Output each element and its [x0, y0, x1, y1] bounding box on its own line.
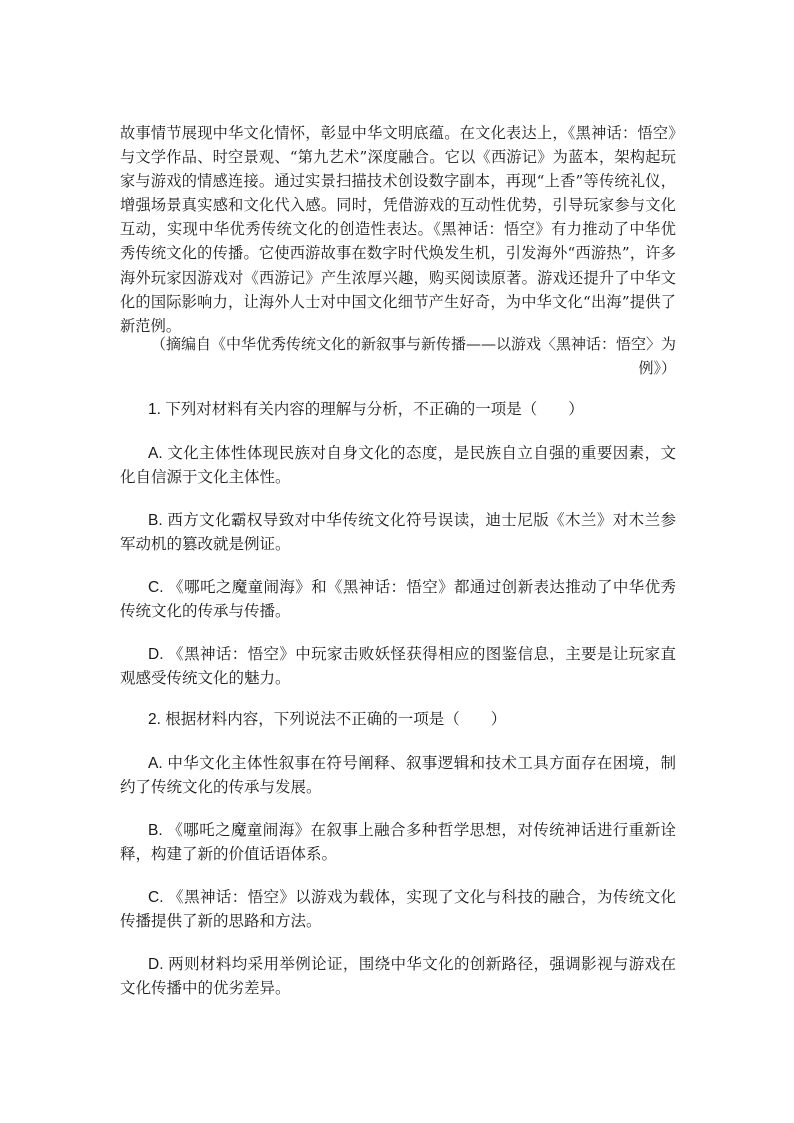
question-1-option-b — [120, 509, 676, 557]
question-2-option-d — [120, 953, 676, 1001]
option-text: C. 《黑神话：悟空》以游戏为载体，实现了文化与科技的融合，为传统文化传播提供了新的思路和方法。 — [120, 889, 676, 930]
question-1-option-c — [120, 576, 676, 624]
source-citation: （摘编自《中华优秀传统文化的新叙事与新传播——以游戏〈黑神话：悟空〉为例》） — [150, 335, 676, 377]
question-1-option-a — [120, 442, 676, 490]
option-text: B. 《哪吒之魔童闹海》在叙事上融合多种哲学思想，对传统神话进行重新诠释，构建了新的价值话语体系。 — [120, 822, 676, 863]
question-1-stem-block — [120, 398, 676, 422]
option-text: A. 中华文化主体性叙事在符号阐释、叙事逻辑和技术工具方面存在困境，制约了传统文化的传承与发展。 — [120, 755, 676, 796]
question-2-option-b — [120, 819, 676, 867]
question-2-stem-block — [120, 708, 676, 732]
option-text: B. 西方文化霸权导致对中华传统文化符号误读，迪士尼版《木兰》对木兰参军动机的篡改就是例证。 — [120, 512, 676, 553]
option-text: D. 两则材料均采用举例论证，围绕中华文化的创新路径，强调影视与游戏在文化传播中的优劣差异。 — [120, 956, 676, 997]
question-2-stem: 2. 根据材料内容，下列说法不正确的一项是（ ） — [148, 711, 507, 728]
question-2-option-a — [120, 752, 676, 800]
question-1-stem: 1. 下列对材料有关内容的理解与分析，不正确的一项是（ ） — [148, 401, 584, 418]
option-text: C. 《哪吒之魔童闹海》和《黑神话：悟空》都通过创新表达推动了中华优秀传统文化的传承与传播。 — [120, 579, 676, 620]
option-text: D. 《黑神话：悟空》中玩家击败妖怪获得相应的图鉴信息，主要是让玩家直观感受传统文化的魅力。 — [120, 646, 676, 687]
question-2-option-c — [120, 886, 676, 934]
option-text: A. 文化主体性体现民族对自身文化的态度，是民族自立自强的重要因素，文化自信源于文化主体性。 — [120, 445, 676, 486]
question-1-option-d — [120, 643, 676, 691]
passage-paragraph: 故事情节展现中华文化情怀，彰显中华文明底蕴。在文化表达上，《黑神话：悟空》与文学作品、时空景观、“第九艺术”深度融合。它以《西游记》为蓝本，架构起玩家与游戏的情感连接。通过实景扫描技术创设数字副本，再现“上香”等传统礼仪，增强场景真实感和文化代入感。同时，凭借游戏的互动性优势，引导玩家参与文化互动，实现中华优秀传统文化的创造性表达。《黑神话：悟空》有力推动了中华优秀传统文化的传播。它使西游故事在数字时代焕发生机，引发海外“西游热”，许多海外玩家因游戏对《西游记》产生浓厚兴趣，购买阅读原著。游戏还提升了中华文化的国际影响力，让海外人士对中国文化细节产生好奇，为中华文化“出海”提供了新范例。 — [120, 124, 676, 335]
